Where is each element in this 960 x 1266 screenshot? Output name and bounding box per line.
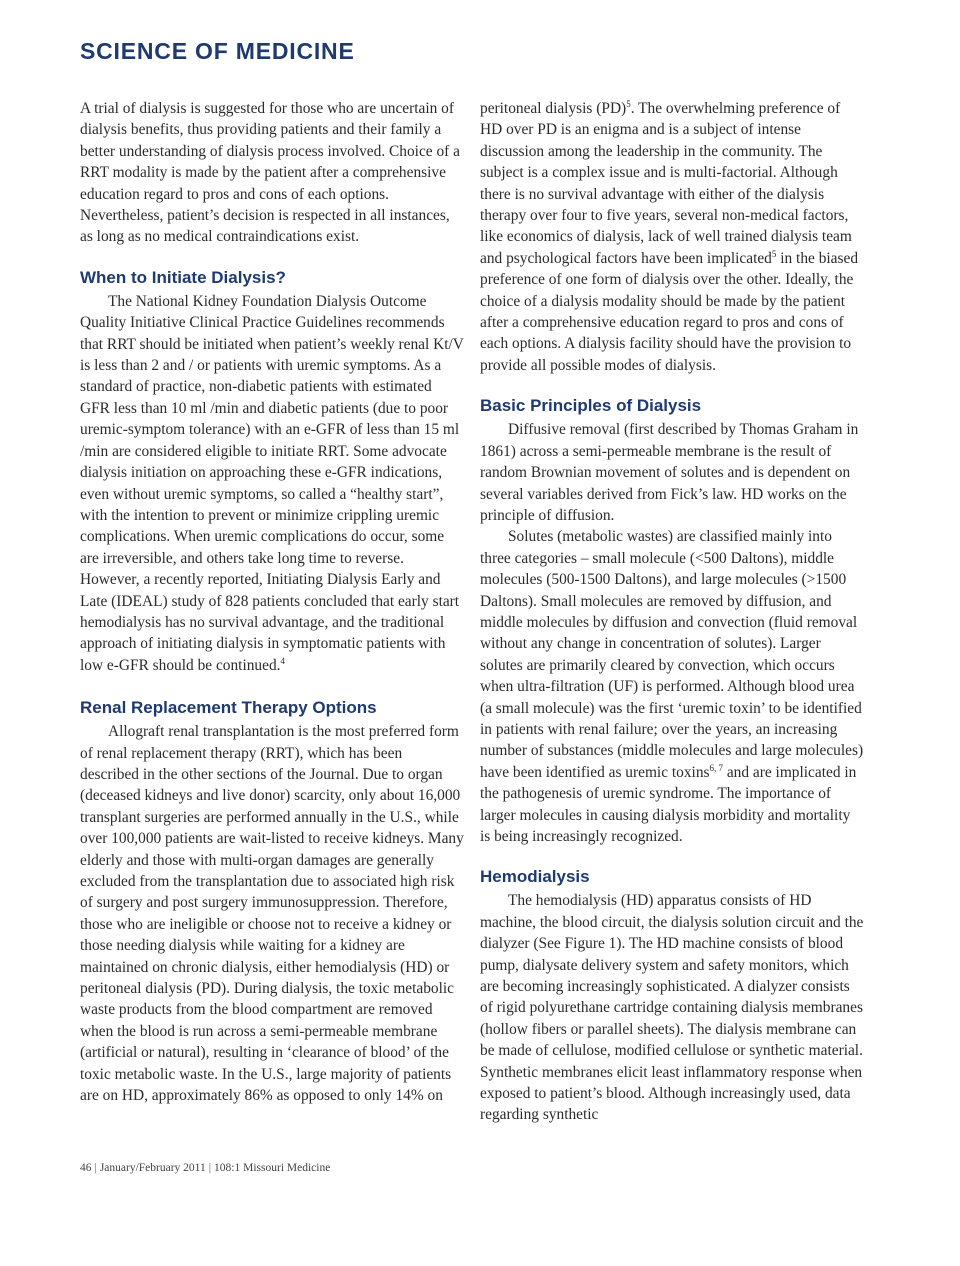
reference-superscript: 5	[626, 98, 631, 109]
right-column	[480, 98, 864, 1126]
page-footer	[80, 1162, 330, 1174]
rrt-paragraph: Allograft renal transplantation is the most preferred form of renal replacement therapy (RRT), which has been described in the other sections of the Journal. Due to organ (deceased kidneys and live donor) scarcity, only about 16,000 transplant surgeries are performed annually in the U.S., while over 100,000 patients are wait-listed to receive kidneys. Many elderly and those with multi-organ damages are generally excluded from the transplantation due to associated high risk of surgery and post surgery immunosuppression. Therefore, those who are ineligible or choose not to receive a kidney or those needing dialysis while waiting for a kidney are maintained on chronic dialysis, either hemodialysis (HD) or peritoneal dialysis (PD). During dialysis, the toxic metabolic waste products from the blood compartment are removed when the blood is run across a semi-permeable membrane (artificial or natural), resulting in ‘clearance of blood’ of the toxic metabolic waste. In the U.S., large majority of patients are on HD, approximately 86% as opposed to only 14% on	[80, 723, 464, 1105]
hemodialysis-paragraph: The hemodialysis (HD) apparatus consists of HD machine, the blood circuit, the dialysis solution circuit and the dialyzer (See Figure 1). The HD machine consists of blood pump, dialysate delivery system and safety monitors, which are becoming increasingly sophisticated. A dialyzer consists of rigid polyurethane cartridge containing dialysis membranes (hollow fibers or parallel sheets). The dialysis membrane can be made of cellulose, modified cellulose or synthetic material. Synthetic membranes elicit least inflammatory response when exposed to patient’s blood. Although increasingly used, data regarding synthetic	[480, 892, 864, 1124]
basic-paragraph-2: Solutes (metabolic wastes) are classified mainly into three categories – small molecule (<500 Daltons), middle molecules (500-1500 Daltons), and large molecules (>1500 Daltons). Small molecules are removed by diffusion, and middle molecules by diffusion and convection (fluid removal without any change in concentration of solutes). Larger solutes are primarily cleared by convection, which occurs when ultra-filtration (UF) is performed. Although blood urea (a small molecule) was the first ‘uremic toxin’ to be identified in patients with renal failure; over the years, an increasing number of substances (middle molecules and large molecules) have been identified as uremic toxins$^{6, 7}$ and are implicated in the pathogenesis of uremic syndrome. The importance of larger molecules in causing dialysis morbidity and mortality is being increasingly recognized.	[480, 528, 864, 845]
initiate-paragraph: The National Kidney Foundation Dialysis Outcome Quality Initiative Clinical Practice Guidelines recommends that RRT should be initiated when patient’s weekly renal Kt/V is less than 2 and / or patients with uremic symptoms. As a standard of practice, non-diabetic patients with estimated GFR less than 10 ml /min and diabetic patients (due to poor uremic-symptom tolerance) with an e-GFR of less than 15 ml /min are considered eligible to initiate RRT. Some advocate dialysis initiation on approaching these e-GFR indications, even without uremic symptoms, so called a “healthy start”, with the intention to prevent or minimize crippling uremic complications. When uremic complications do occur, some are irreversible, and others take long time to reverse. However, a recently reported, Initiating Dialysis Early and Late (IDEAL) study of 828 patients concluded that early start hemodialysis has no survival advantage, and the traditional approach of initiating dialysis in symptomatic patients with low e-GFR should be continued.$^4$	[80, 292, 464, 674]
basic-paragraph-1: Diffusive removal (first described by Thomas Graham in 1861) across a semi-permeable membrane is the result of random Brownian movement of solutes and is dependent on several variables derived from Fick’s law. HD works on the principle of diffusion.	[480, 421, 859, 524]
footer-separator: |	[94, 1162, 97, 1174]
pd-paragraph: peritoneal dialysis (PD)$^5$. The overwhelming preference of HD over PD is an enigma and is a subject of intense discussion among the leadership in the community. The subject is a complex issue and is multi-factorial. Although there is no survival advantage with either of the dialysis therapy over four to five years, several non-medical factors, like economics of dialysis, lack of well trained dialysis team and psychological factors have been implicated$^5$ in the biased preference of one form of dialysis over the other. Ideally, the choice of a dialysis modality should be made by the patient after a comprehensive education regard to pros and cons of each options. A dialysis facility should have the provision to provide all possible modes of dialysis.	[480, 98, 859, 374]
reference-superscript: 5	[771, 248, 777, 259]
footer-separator: |	[208, 1162, 212, 1174]
journal-name: 108:1 Missouri Medicine	[214, 1162, 331, 1174]
issue-date: January/February 2011	[99, 1162, 206, 1174]
heading-when-to-initiate: When to Initiate Dialysis?	[80, 267, 286, 287]
intro-paragraph: A trial of dialysis is suggested for those who are uncertain of dialysis benefits, thus providing patients and their family a better understanding of dialysis process involved. Choice of a RRT modality is made by the patient after a comprehensive education regard to pros and cons of each options. Nevertheless, patient’s decision is respected in all instances, as long as no medical contraindications exist.	[80, 100, 460, 246]
heading-basic-principles: Basic Principles of Dialysis	[480, 396, 702, 416]
reference-superscript: 6, 7	[709, 762, 723, 773]
heading-rrt-options: Renal Replacement Therapy Options	[80, 698, 377, 718]
left-column	[80, 98, 464, 1106]
page-number: 46	[80, 1162, 92, 1174]
section-header: SCIENCE OF MEDICINE	[80, 38, 355, 64]
reference-superscript: 4	[280, 655, 285, 666]
heading-hemodialysis: Hemodialysis	[480, 867, 590, 887]
